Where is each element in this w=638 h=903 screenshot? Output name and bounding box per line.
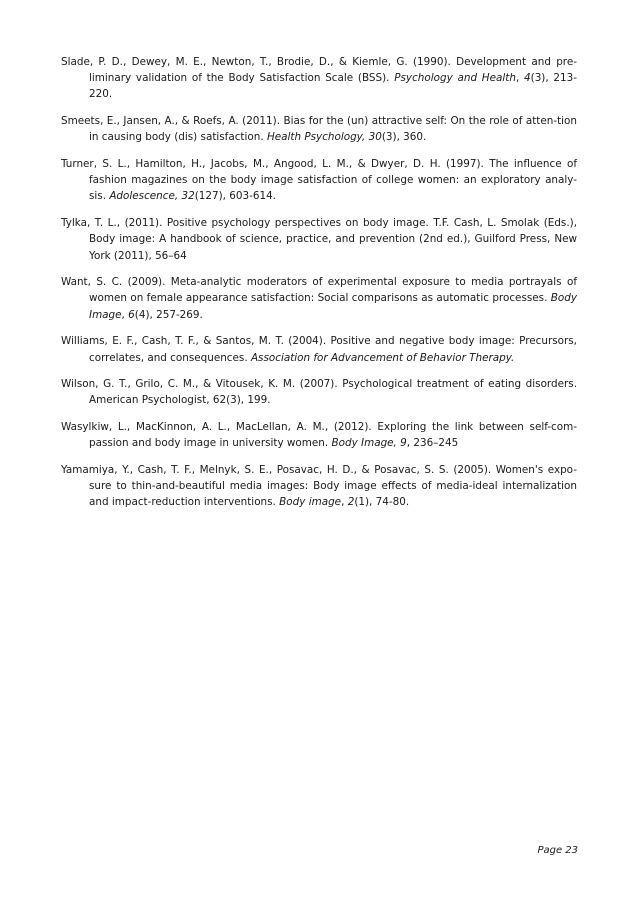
reference-entry [61,54,577,103]
reference-entry [61,156,577,205]
reference-italic-text: Adolescence, 32 [109,190,195,203]
reference-text: Wasylkiw, L., MacKinnon, A. L., MacLellan, A. M., (2012). Exploring the link between self-com-passion and body image in university women. [61,421,577,450]
reference-text: , [515,72,525,85]
reference-text: Williams, E. F., Cash, T. F., & Santos, M. T. (2004). Positive and negative body image: Precursors, correlates, and consequences. [61,335,577,364]
reference-text: Want, S. C. (2009). Meta-analytic moderators of experimental exposure to media portrayals of women on female appearance satisfaction: Social comparisons as automatic processes. [61,276,577,305]
reference-text: , 236–245 [406,437,459,450]
reference-entry [61,462,577,511]
reference-text: , [341,496,348,509]
reference-text: (4), 257-269. [134,308,203,321]
reference-text: (3), 360. [381,131,427,144]
reference-text: (127), 603-614. [194,190,276,203]
reference-italic-text: Association for Advancement of Behavior Therapy. [250,351,515,364]
reference-entry [61,333,577,365]
reference-italic-text: Body image [279,496,342,509]
reference-text: Yamamiya, Y., Cash, T. F., Melnyk, S. E., Posavac, H. D., & Posavac, S. S. (2005). Women's expo-sure to thin-and-beautiful media images: Body image effects of media-ideal internalization and impact-reduction interventions. [61,464,577,509]
reference-italic-text: 6 [128,308,135,321]
reference-entry [61,376,577,408]
reference-entry [61,274,577,323]
reference-entry [61,215,577,264]
reference-italic-text: 2 [347,496,355,509]
reference-list [61,54,577,521]
reference-text: , [121,308,129,321]
reference-italic-text: Health Psychology, 30 [266,131,382,144]
reference-text: (1), 74-80. [354,496,410,509]
reference-italic-text: Body Image, 9 [331,437,407,450]
reference-italic-text: Psychology and Health [394,72,516,85]
page-number: Page 23 [537,845,578,856]
reference-text: Slade, P. D., Dewey, M. E., Newton, T., Brodie, D., & Kiemle, G. (1990). Development and pre-liminary validation of the Body Satisfaction Scale (BSS). [61,56,577,85]
reference-text: (3), 213-220. [89,72,578,101]
reference-text: Smeets, E., Jansen, A., & Roefs, A. (2011). Bias for the (un) attractive self: On the role of atten-tion in causing body (dis) satisfaction. [61,115,577,144]
reference-text: Tylka, T. L., (2011). Positive psychology perspectives on body image. T.F. Cash, L. Smolak (Eds.), Body image: A handbook of science, practice, and prevention (2nd ed.), Guilford Press, New York (2011), 56–64 [61,217,577,262]
reference-entry [61,113,577,145]
reference-entry [61,419,577,451]
reference-italic-text: 4 [524,72,531,85]
reference-text: Turner, S. L., Hamilton, H., Jacobs, M., Angood, L. M., & Dwyer, D. H. (1997). The influence of fashion magazines on the body image satisfaction of college women: an exploratory analy-sis. [61,158,577,203]
reference-italic-text: Body Image [89,292,577,321]
reference-text: Wilson, G. T., Grilo, C. M., & Vitousek, K. M. (2007). Psychological treatment of eating disorders. American Psychologist, 62(3), 199. [61,378,577,407]
